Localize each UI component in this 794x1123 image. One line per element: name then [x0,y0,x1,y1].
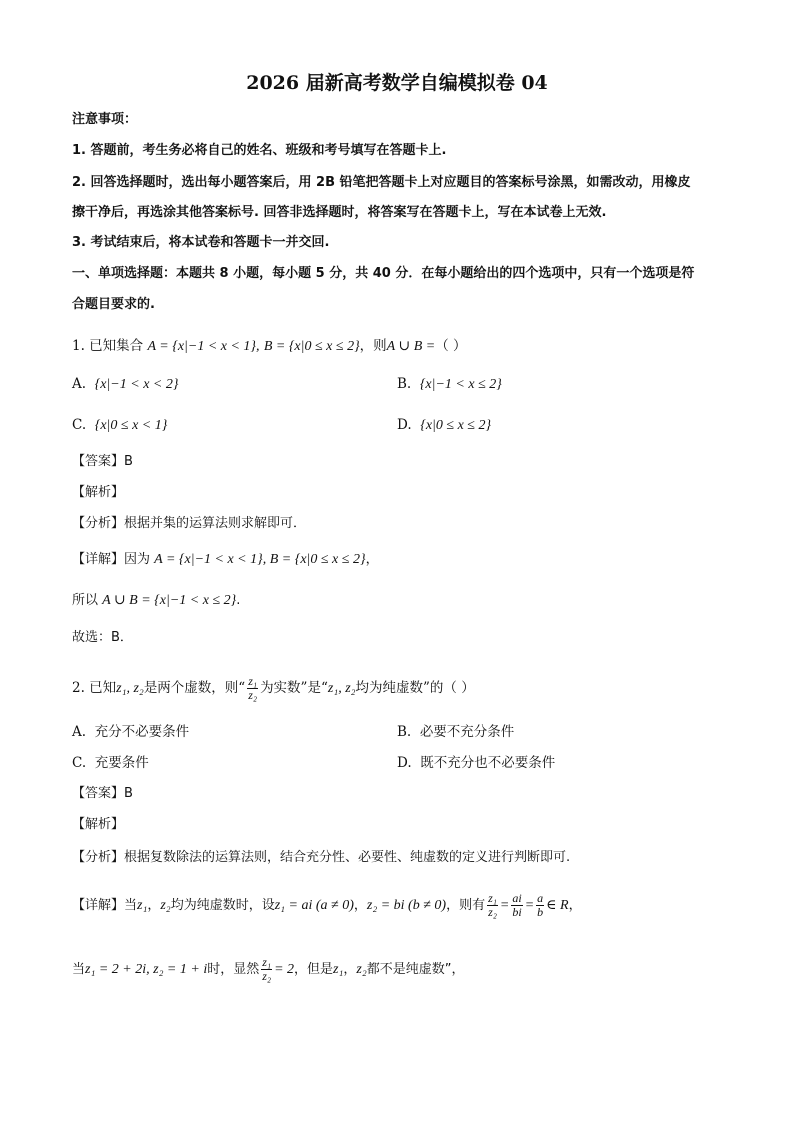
q2-detail: 【详解】当z₁，z₂均为纯虚数时，设z₁ = ai (a ≠ 0)，z₂ = bi (b ≠ 0)，则有 $\frac{\text{z₁}}{\text{z₂}}$ = $\frac{ai}{bi}$ = $\frac{a}{b}$ ∈ R， [72,891,582,919]
fraction-when-z1-z2: $\frac{\text{z₁}}{\text{z₂}}$ [262,955,272,983]
q1-analysis: 【分析】根据并集的运算法则求解即可． [72,516,307,531]
q2-answer: 【答案】B [72,786,133,801]
fraction-z1-over-z2: $\frac{\text{z₁}}{\text{z₂}}$ [248,674,258,702]
q1-so: 所以 A ∪ B = {x|−1 < x ≤ 2}. [72,593,241,608]
q1-option-b: B. {x|−1 < x ≤ 2} [397,376,502,392]
q1-option-c: C. {x|0 ≤ x < 1} [72,417,168,433]
page-title: 2026 届新高考数学自编模拟卷 04 [246,72,548,94]
union-math: A ∪ B = [386,339,436,354]
notice-heading: 注意事项： [72,112,138,127]
fraction-z1-z2: $\frac{\text{z₁}}{\text{z₂}}$ [488,891,497,919]
q1-option-d: D. {x|0 ≤ x ≤ 2} [397,417,492,433]
question-1-stem: 1. 已知集合 A = {x|−1 < x < 1}, B = {x|0 ≤ x ≤ 2}，则A ∪ B =（ ） [72,338,467,354]
notice-item-1: 1. 答题前，考生务必将自己的姓名、班级和考号填写在答题卡上. [72,143,447,158]
q2-option-d: D. 既不充分也不必要条件 [397,755,556,771]
q1-detail: 【详解】因为 A = {x|−1 < x < 1}, B = {x|0 ≤ x ≤ 2}， [72,552,379,567]
notice-item-2: 2. 回答选择题时，选出每小题答案后，用 2B 铅笔把答题卡上对应题目的答案标号涂黑，如需改动，用橡皮 [72,175,691,190]
fraction-ai-bi: $\frac{ai}{bi}$ [512,891,522,919]
set-a-math: A = {x|−1 < x < 1} [147,339,257,354]
q1-option-a: A. {x|−1 < x < 2} [72,376,179,392]
notice-item-3: 3. 考试结束后，将本试卷和答题卡一并交回. [72,235,330,250]
q2-when: 当z₁ = 2 + 2i, z₂ = 1 + i时，显然 $\frac{\text{z₁}}{\text{z₂}}$ = 2，但是z₁，z₂都不是纯虚数”， [72,955,465,983]
section-heading-line2: 合题目要求的. [72,297,155,312]
q1-jiexi: 【解析】 [72,485,125,500]
set-b-math: B = {x|0 ≤ x ≤ 2} [263,339,360,354]
q1-answer: 【答案】B [72,454,133,469]
question-2-stem: 2. 已知z₁, z₂是两个虚数，则“ $\frac{\text{z₁}}{\text{z₂}}$ 为实数”是“z₁, z₂均为纯虚数”的（ ） [72,674,475,702]
section-heading-line1: 一、单项选择题：本题共 8 小题，每小题 5 分，共 40 分．在每小题给出的四个选项中，只有一个选项是符 [72,266,695,281]
q1-choose: 故选：B． [72,630,133,645]
q2-analysis: 【分析】根据复数除法的运算法则，结合充分性、必要性、纯虚数的定义进行判断即可. [72,850,571,865]
q2-option-b: B. 必要不充分条件 [397,724,515,740]
notice-item-2-cont: 擦干净后，再选涂其他答案标号. 回答非选择题时，将答案写在答题卡上，写在本试卷上无效. [72,205,607,220]
q2-option-a: A. 充分不必要条件 [72,724,190,740]
q2-option-c: C. 充要条件 [72,755,149,771]
q2-jiexi: 【解析】 [72,817,125,832]
fraction-a-b: $\frac{a}{b}$ [537,891,544,919]
